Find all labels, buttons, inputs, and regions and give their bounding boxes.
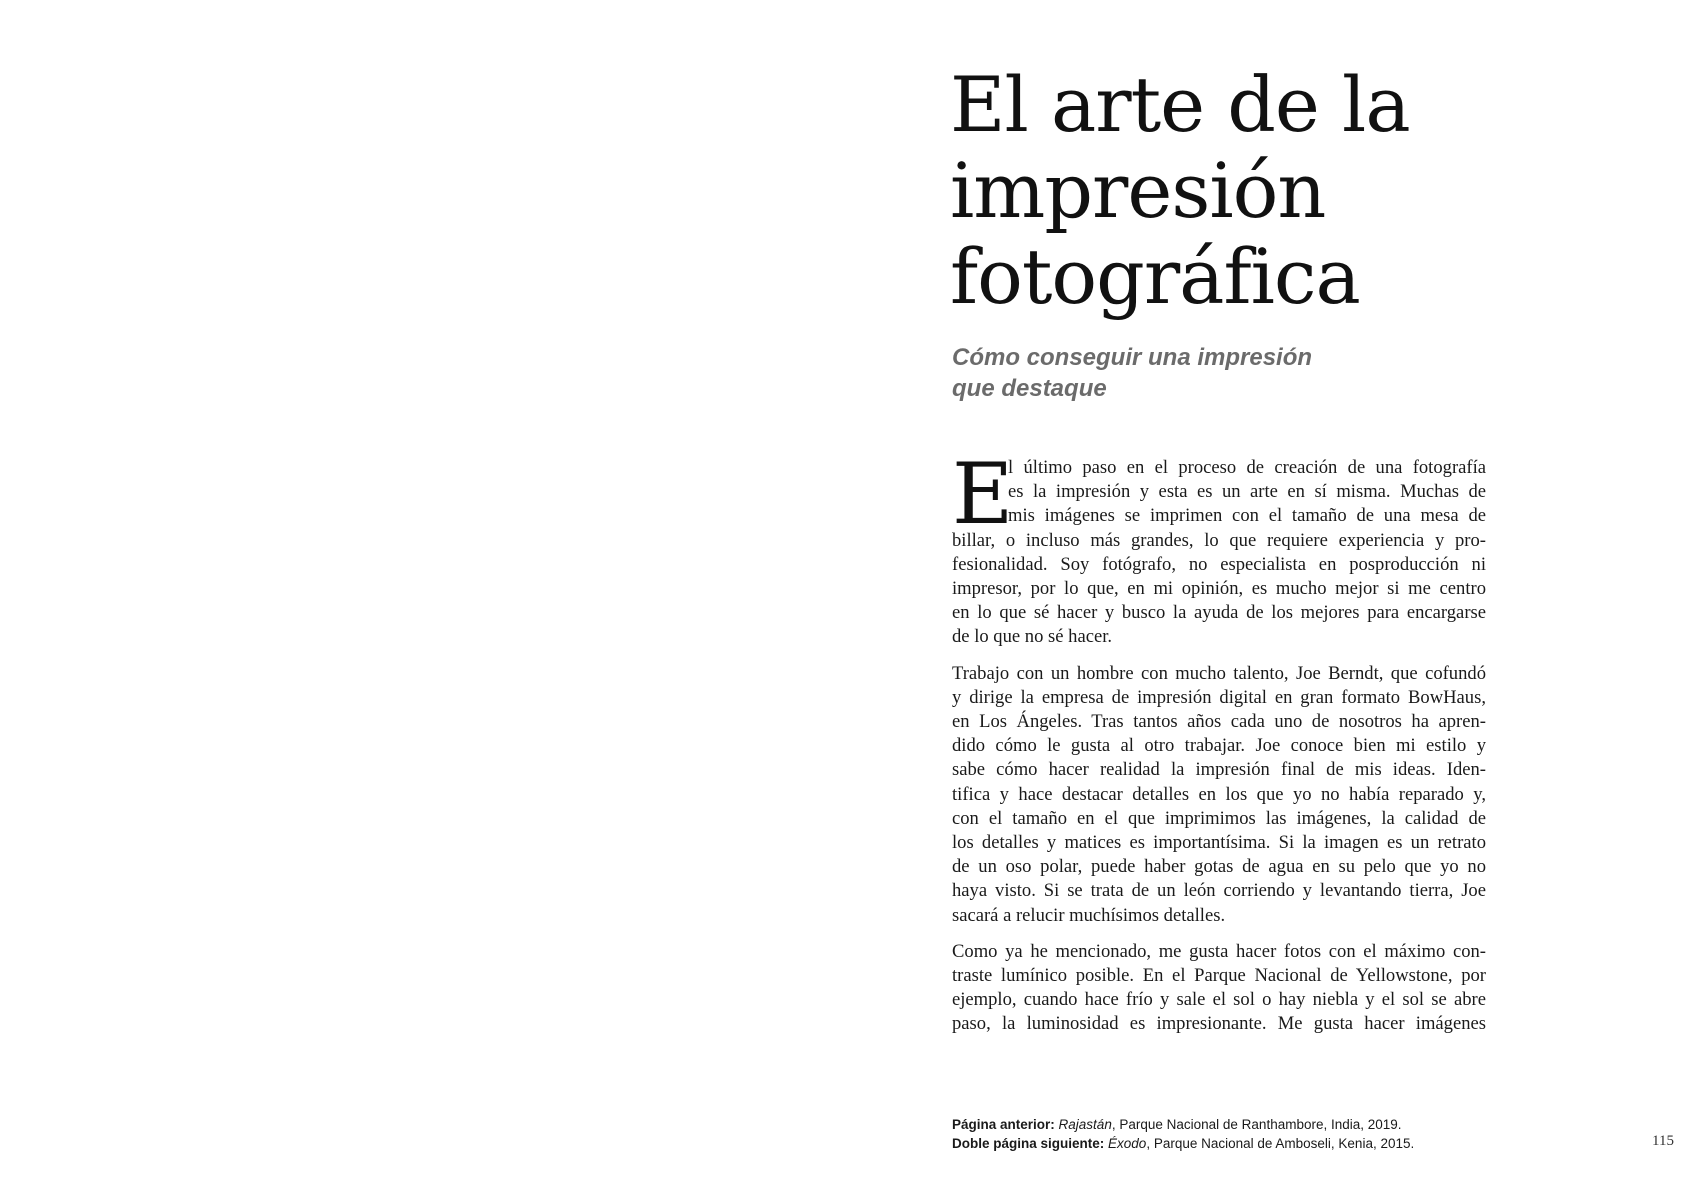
text-line: Como ya he mencionado, me gusta hacer fotos con el máximo con-: [952, 940, 1486, 962]
chapter-subtitle-line: que destaque: [952, 375, 1107, 402]
text-line: los detalles y matices es importantísima. Si la imagen es un retrato: [952, 832, 1486, 854]
chapter-title: [950, 62, 1570, 320]
text-line: fesionalidad. Soy fotógrafo, no especialista en posproducción ni: [952, 553, 1486, 575]
text-line: es la impresión y esta es un arte en sí misma. Muchas de: [1008, 481, 1486, 503]
text-line: en Los Ángeles. Tras tantos años cada uno de nosotros ha apren-: [952, 711, 1486, 733]
text-line: con el tamaño en el que imprimimos las imágenes, la calidad de: [952, 807, 1486, 829]
chapter-title-line: El arte de la: [950, 60, 1410, 149]
caption-label: Doble página siguiente:: [952, 1136, 1105, 1151]
paragraph-3: [952, 940, 1486, 1037]
caption-details: , Parque Nacional de Ranthambore, India, 2019.: [1111, 1117, 1402, 1132]
text-line: dido cómo le gusta al otro trabajar. Joe conoce bien mi estilo y: [952, 735, 1486, 757]
text-line: sabe cómo hacer realidad la impresión final de mis ideas. Iden-: [952, 759, 1486, 781]
paragraph-2: [952, 662, 1486, 928]
text-line: ejemplo, cuando hace frío y sale el sol o hay niebla y el sol se abre: [952, 989, 1486, 1011]
left-page-blank: [0, 0, 850, 1181]
caption-details: , Parque Nacional de Amboseli, Kenia, 2015.: [1146, 1136, 1415, 1151]
page-number: 115: [1652, 1133, 1674, 1149]
text-line: mis imágenes se imprimen con el tamaño de una mesa de: [1008, 505, 1486, 527]
caption-previous-page: [952, 1115, 1414, 1134]
chapter-subtitle: [952, 342, 1452, 404]
drop-cap: E: [952, 445, 1014, 543]
caption-work-title: Rajastán: [1058, 1117, 1112, 1132]
text-line: traste lumínico posible. En el Parque Nacional de Yellowstone, por: [952, 965, 1486, 987]
caption-work-title: Éxodo: [1108, 1136, 1147, 1151]
paragraph-1: [952, 445, 1486, 650]
chapter-title-line: impresión: [950, 146, 1326, 235]
body-text: [952, 445, 1486, 1049]
photo-captions: [952, 1115, 1414, 1153]
text-line: l último paso en el proceso de creación de una fotografía: [1008, 457, 1486, 478]
text-line: tifica y hace destacar detalles en los que yo no había reparado y,: [952, 783, 1486, 805]
text-line: impresor, por lo que, en mi opinión, es mucho mejor si me centro: [952, 578, 1486, 600]
text-line: y dirige la empresa de impresión digital en gran formato BowHaus,: [952, 686, 1486, 708]
text-line: de lo que no sé hacer.: [952, 626, 1113, 648]
text-line: haya visto. Si se trata de un león corriendo y levantando tierra, Joe: [952, 880, 1486, 902]
text-line: sacará a relucir muchísimos detalles.: [952, 904, 1226, 926]
caption-next-spread: [952, 1134, 1414, 1153]
text-line: en lo que sé hacer y busco la ayuda de los mejores para encargarse: [952, 602, 1486, 624]
text-line: Trabajo con un hombre con mucho talento, Joe Berndt, que cofundó: [952, 662, 1486, 684]
caption-label: Página anterior:: [952, 1117, 1055, 1132]
text-line: billar, o incluso más grandes, lo que requiere experiencia y pro-: [952, 529, 1486, 551]
text-line: paso, la luminosidad es impresionante. Me gusta hacer imágenes: [952, 1013, 1486, 1035]
chapter-title-line: fotográfica: [950, 232, 1360, 321]
chapter-subtitle-line: Cómo conseguir una impresión: [952, 344, 1313, 371]
text-line: de un oso polar, puede haber gotas de agua en su pelo que yo no: [952, 856, 1486, 878]
